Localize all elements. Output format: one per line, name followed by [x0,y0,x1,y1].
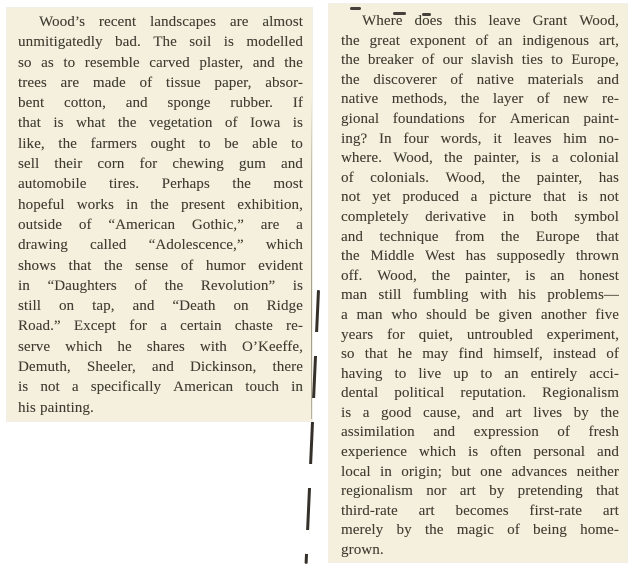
scan-edge-line [311,96,312,419]
text-line: experience which is often personal and [341,444,619,461]
text-line: still on tap, and “Death on Ridge [18,298,303,315]
text-line: dental political reputation. Regionalism [341,385,619,402]
text-line: grown. [341,542,384,559]
text-line: so as to resemble carved plaster, and the [18,54,303,71]
text-line: a man who should be given another five [341,306,619,323]
text-line: Wood’s recent landscapes are almost [39,14,303,30]
text-line: gional foundations for American paint- [341,110,619,127]
text-line: unmitigatedly bad. The soil is modelled [18,34,303,51]
right-column-text [341,13,619,562]
text-line: automobile tires. Perhaps the most [18,176,303,193]
text-line: hopeful works in the present exhibition, [18,196,303,213]
text-line: trees are made of tissue paper, absor- [18,74,303,91]
text-line: ing? In four words, it leaves him no- [341,130,619,147]
text-line: merely by the magic of being home- [341,522,619,539]
text-line: so that he may find himself, instead of [341,346,619,363]
text-line: bent cotton, and sponge rubber. If [18,95,303,112]
text-line: that is what the vegetation of Iowa is [18,115,303,132]
text-line: not yet produced a picture that is not [341,189,619,206]
text-line: years for quiet, untroubled experiment, [341,326,619,343]
text-line: his painting. [18,399,94,416]
text-line: man still fumbling with his problems— [341,287,619,304]
text-line: assimilation and expression of fresh [341,424,619,441]
text-line: like, the farmers ought to be able to [18,135,303,152]
text-line: regionalism nor art by pretending that [341,483,619,500]
text-line: drawing called “Adolescence,” which [18,237,303,254]
text-line: having to live up to an entirely acci- [341,365,619,382]
text-line: and technique from the Europe that [341,228,619,245]
text-line: serve which he shares with O’Keeffe, [18,338,303,355]
text-line: the great exponent of an indigenous art, [341,32,619,49]
text-line: native methods, the layer of new re- [341,91,619,108]
text-line: sell their corn for chewing gum and [18,156,303,173]
text-line: Demuth, Sheeler, and Dickinson, there [18,359,303,376]
text-line: shows that the sense of humor evident [18,257,303,274]
cropped-text-remnant [350,7,361,10]
text-line: is a good cause, and art lives by the [341,404,619,421]
right-text-clipping [329,4,627,562]
text-line: the breaker of our slavish ties to Europe, [341,52,619,69]
text-line: local in origin; but one advances neither [341,463,619,480]
text-line: of colonials. Wood, the painter, has [341,169,619,186]
text-line: outside of “American Gothic,” are a [18,216,303,233]
text-line: the discoverer of native materials and [341,71,619,88]
text-line: is not a specifically American touch in [18,379,303,396]
left-text-clipping [7,8,312,421]
text-line: Road.” Except for a certain chaste re- [18,318,303,335]
text-line: completely derivative in both symbol [341,208,619,225]
text-line: off. Wood, the painter, is an honest [341,267,619,284]
text-line: where. Wood, the painter, is a colonial [341,150,619,167]
text-line: third-rate art becomes first-rate art [341,502,619,519]
text-line: Where does this leave Grant Wood, [362,13,619,29]
left-column-text [18,14,303,420]
text-line: in “Daughters of the Revolution” is [18,277,303,294]
text-line: the Middle West has supposedly thrown [341,248,619,265]
